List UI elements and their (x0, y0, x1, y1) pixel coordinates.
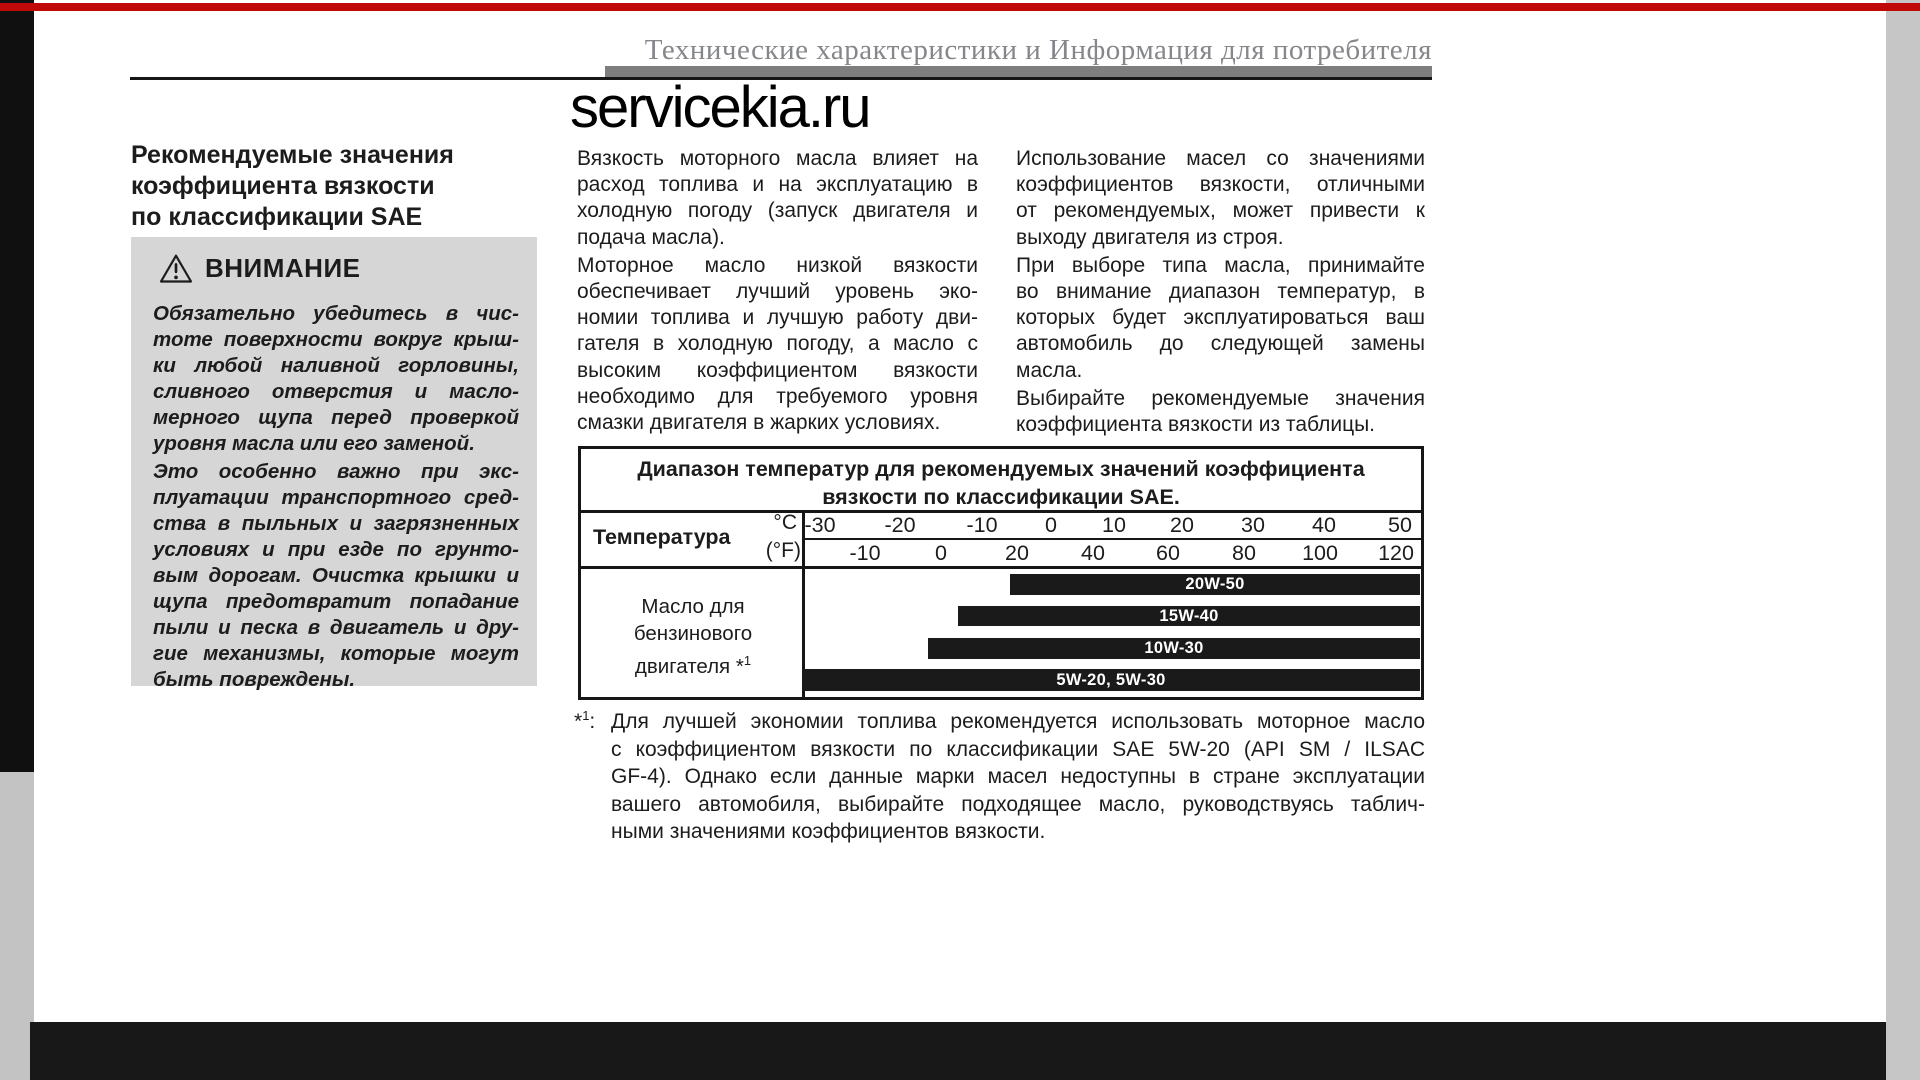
viscosity-grade-label: 5W-20, 5W-30 (1056, 670, 1166, 689)
temp-tick: 100 (1302, 541, 1338, 565)
top-red-line (0, 3, 1920, 11)
warning-title: ВНИМАНИЕ (205, 253, 361, 283)
temperature-label: Температура (593, 525, 731, 549)
bottom-edge-bar (30, 1022, 1886, 1080)
temp-tick: 60 (1156, 541, 1180, 565)
oil-type-label (581, 593, 805, 680)
paragraph: Вязкость моторного масла влияет на расход топлива и на эксплуатацию в холодную погоду (запуск двигателя и подача масла). (577, 147, 978, 249)
table-line-temp-bottom (581, 566, 1421, 569)
viscosity-table (578, 446, 1424, 700)
watermark-text: servicekia.ru (570, 75, 870, 140)
right-edge-strip (1886, 0, 1920, 1080)
warning-text (153, 301, 519, 695)
viscosity-grade-label: 20W-50 (1185, 575, 1245, 593)
temp-tick: 30 (1241, 513, 1265, 537)
table-line-c-f-divider (802, 538, 1421, 540)
temp-tick: 0 (1045, 513, 1057, 537)
temp-tick: 20 (1005, 541, 1029, 565)
oil-type-line: двигателя *$^1$ (634, 653, 752, 678)
table-title: Диапазон температур для рекомендуемых значений коэффициента вязкости по классификации SAE. (637, 457, 1365, 509)
warning-paragraph: Обязательно убедитесь в чис- тоте поверхности вокруг крыш- ки любой наливной горловины, сливного отверстия и масло- мерного щупа перед проверкой уровня масла или его заменой. (153, 302, 519, 455)
paragraph: При выборе типа масла, принимайте во внимание диапазон температур, в которых будет эксплуатироваться ваш автомобиль до следующей замены масла. (1016, 253, 1425, 382)
temp-tick: 40 (1312, 513, 1336, 537)
footnote-text: Для лучшей экономии топлива рекомендуется использовать моторное масло с коэффициентом вязкости по классификации SAE 5W-20 (API SM / ILSAC GF-4). Однако если данные марки масел недоступны в стране эксплуатации вашего автомобиля, выбирайте подходящее масло, руководствуясь таблич- ными значениями коэффициентов вязкости. (611, 710, 1425, 843)
viscosity-range-bar (802, 669, 1420, 691)
oil-type-line: бензинового (633, 622, 753, 645)
body-column-middle (577, 146, 978, 438)
warning-box (131, 237, 537, 691)
paragraph: Использование масел со значениями коэффициентов вязкости, отличными от рекомендуемых, может привести к выходу двигателя из строя. (1016, 147, 1425, 249)
footnote-marker: *$^1$: (574, 708, 596, 733)
temp-tick: 40 (1081, 541, 1105, 565)
viscosity-grade-label: 10W-30 (1144, 639, 1204, 657)
footnote-reference: 1 (743, 653, 752, 668)
temp-tick: -20 (884, 513, 916, 537)
viscosity-range-bar (958, 606, 1420, 626)
warning-paragraph: Это особенно важно при экс- плуатации транспортного сред- ства в пыльных и загрязненных условиях и при езде по грунто- вым дорогам. Очистка крышки и щупа предотвратит попадание пыли и песка в двигатель и дру- гие механизмы, которые могут быть повреждены. (153, 460, 519, 691)
chapter-header: Технические характеристики и Информация для потребителя (644, 34, 1432, 66)
viscosity-range-bar (1010, 574, 1420, 595)
temp-tick: 20 (1170, 513, 1194, 537)
viscosity-grade-label: 15W-40 (1159, 606, 1219, 625)
temp-tick: 120 (1378, 541, 1414, 565)
temp-tick: -30 (804, 513, 836, 537)
oil-type-line: Масло для (641, 595, 745, 618)
fahrenheit-unit-label: (°F) (765, 539, 801, 562)
table-line-title-bottom (581, 510, 1421, 513)
paragraph: Выбирайте рекомендуемые значения коэффициента вязкости из таблицы. (1016, 386, 1425, 437)
viscosity-range-bar (928, 638, 1420, 659)
temp-tick: 50 (1388, 513, 1412, 537)
temp-tick: -10 (849, 541, 881, 565)
left-edge-bar-lower (0, 772, 34, 1080)
paragraph: Моторное масло низкой вязкости обеспечивает лучший уровень эко- номии топлива и лучшую работу дви- гателя в холодную погоду, а масло с высоким коэффициентом вязкости необходимо для требуемого уровня смазки двигателя в жарких условиях. (577, 253, 978, 435)
warning-triangle-icon (159, 254, 193, 284)
left-edge-bar (0, 0, 34, 772)
temp-tick: -10 (966, 513, 998, 537)
warning-header (159, 253, 360, 284)
temp-tick: 10 (1102, 513, 1126, 537)
section-heading: Рекомендуемые значения коэффициента вязкости по классификации SAE (131, 141, 454, 231)
temp-tick: 80 (1232, 541, 1256, 565)
celsius-unit-label: °C (773, 511, 797, 534)
temp-tick: 0 (935, 541, 947, 565)
body-column-right (1016, 146, 1425, 440)
